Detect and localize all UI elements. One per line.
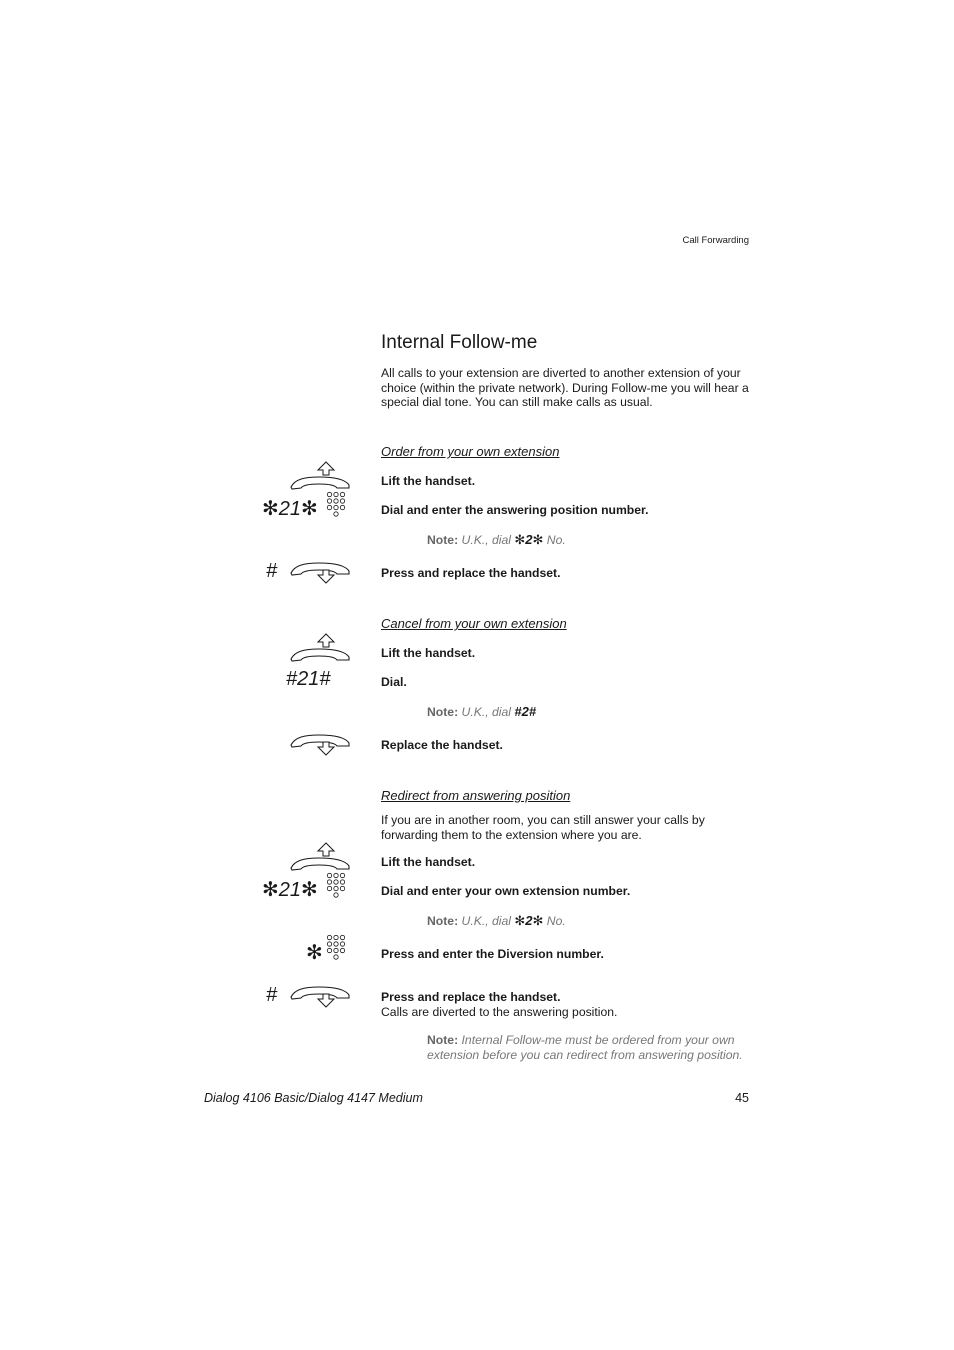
replace-handset-icon <box>288 560 352 586</box>
note-text: Internal Follow-me must be ordered from your own extension before you can redirect from answering position. <box>427 1033 743 1062</box>
lift-handset-icon <box>288 633 352 663</box>
step-dial: Dial and enter your own extension number. <box>381 884 631 898</box>
note <box>427 704 753 720</box>
footer-product-name: Dialog 4106 Basic/Dialog 4147 Medium <box>204 1091 423 1105</box>
step-replace-handset: Replace the handset. <box>381 738 503 752</box>
note-label: Note: <box>427 705 459 719</box>
lift-handset-icon <box>288 842 352 872</box>
hash-key: # <box>266 560 278 582</box>
page-title: Internal Follow-me <box>381 332 538 353</box>
note-code: #2# <box>514 704 537 719</box>
note <box>427 1033 753 1063</box>
dial-code: ✻21✻ <box>262 498 318 520</box>
note-code: ✻2✻ <box>514 532 544 547</box>
step-lift-handset: Lift the handset. <box>381 474 476 488</box>
keypad-icon <box>327 873 349 901</box>
replace-handset-icon <box>288 984 352 1010</box>
note-text: U.K., dial <box>461 914 511 928</box>
hash-key: # <box>266 984 278 1006</box>
note-text: U.K., dial <box>461 533 511 547</box>
step-dial: Dial. <box>381 675 407 689</box>
section-heading-cancel: Cancel from your own extension <box>381 616 567 631</box>
step-subtext: Calls are diverted to the answering position. <box>381 1004 618 1019</box>
keypad-icon <box>327 492 349 520</box>
dial-code: ✻21✻ <box>262 879 318 901</box>
dial-code: #21# <box>286 668 331 690</box>
section-heading-order: Order from your own extension <box>381 444 560 459</box>
lift-handset-icon <box>288 461 352 491</box>
note-tail: No. <box>546 914 566 928</box>
step-press-enter: Press and enter the Diversion number. <box>381 947 604 961</box>
step-lift-handset: Lift the handset. <box>381 646 476 660</box>
note-tail: No. <box>546 533 566 547</box>
section-intro: If you are in another room, you can still answer your calls by forwarding them to the extension where you are. <box>381 813 705 842</box>
step-text: Press and replace the handset. <box>381 990 561 1004</box>
note-label: Note: <box>427 914 459 928</box>
step-dial: Dial and enter the answering position number. <box>381 503 649 517</box>
step-press-replace <box>381 990 753 1019</box>
note <box>427 532 753 548</box>
note-label: Note: <box>427 533 459 547</box>
replace-handset-icon <box>288 732 352 758</box>
step-lift-handset: Lift the handset. <box>381 855 476 869</box>
section-heading-redirect: Redirect from answering position <box>381 788 571 803</box>
note-label: Note: <box>427 1033 459 1047</box>
step-press-replace: Press and replace the handset. <box>381 566 561 580</box>
page-number: 45 <box>735 1091 749 1105</box>
keypad-icon <box>327 935 349 963</box>
note-code: ✻2✻ <box>514 913 544 928</box>
star-key: ✻ <box>306 942 323 964</box>
note <box>427 913 753 929</box>
running-header: Call Forwarding <box>682 235 749 246</box>
note-text: U.K., dial <box>461 705 511 719</box>
intro-paragraph: All calls to your extension are diverted to another extension of your choice (within the private network). During Follow-me you will hear a special dial tone. You can still make calls as usual. <box>381 366 749 410</box>
